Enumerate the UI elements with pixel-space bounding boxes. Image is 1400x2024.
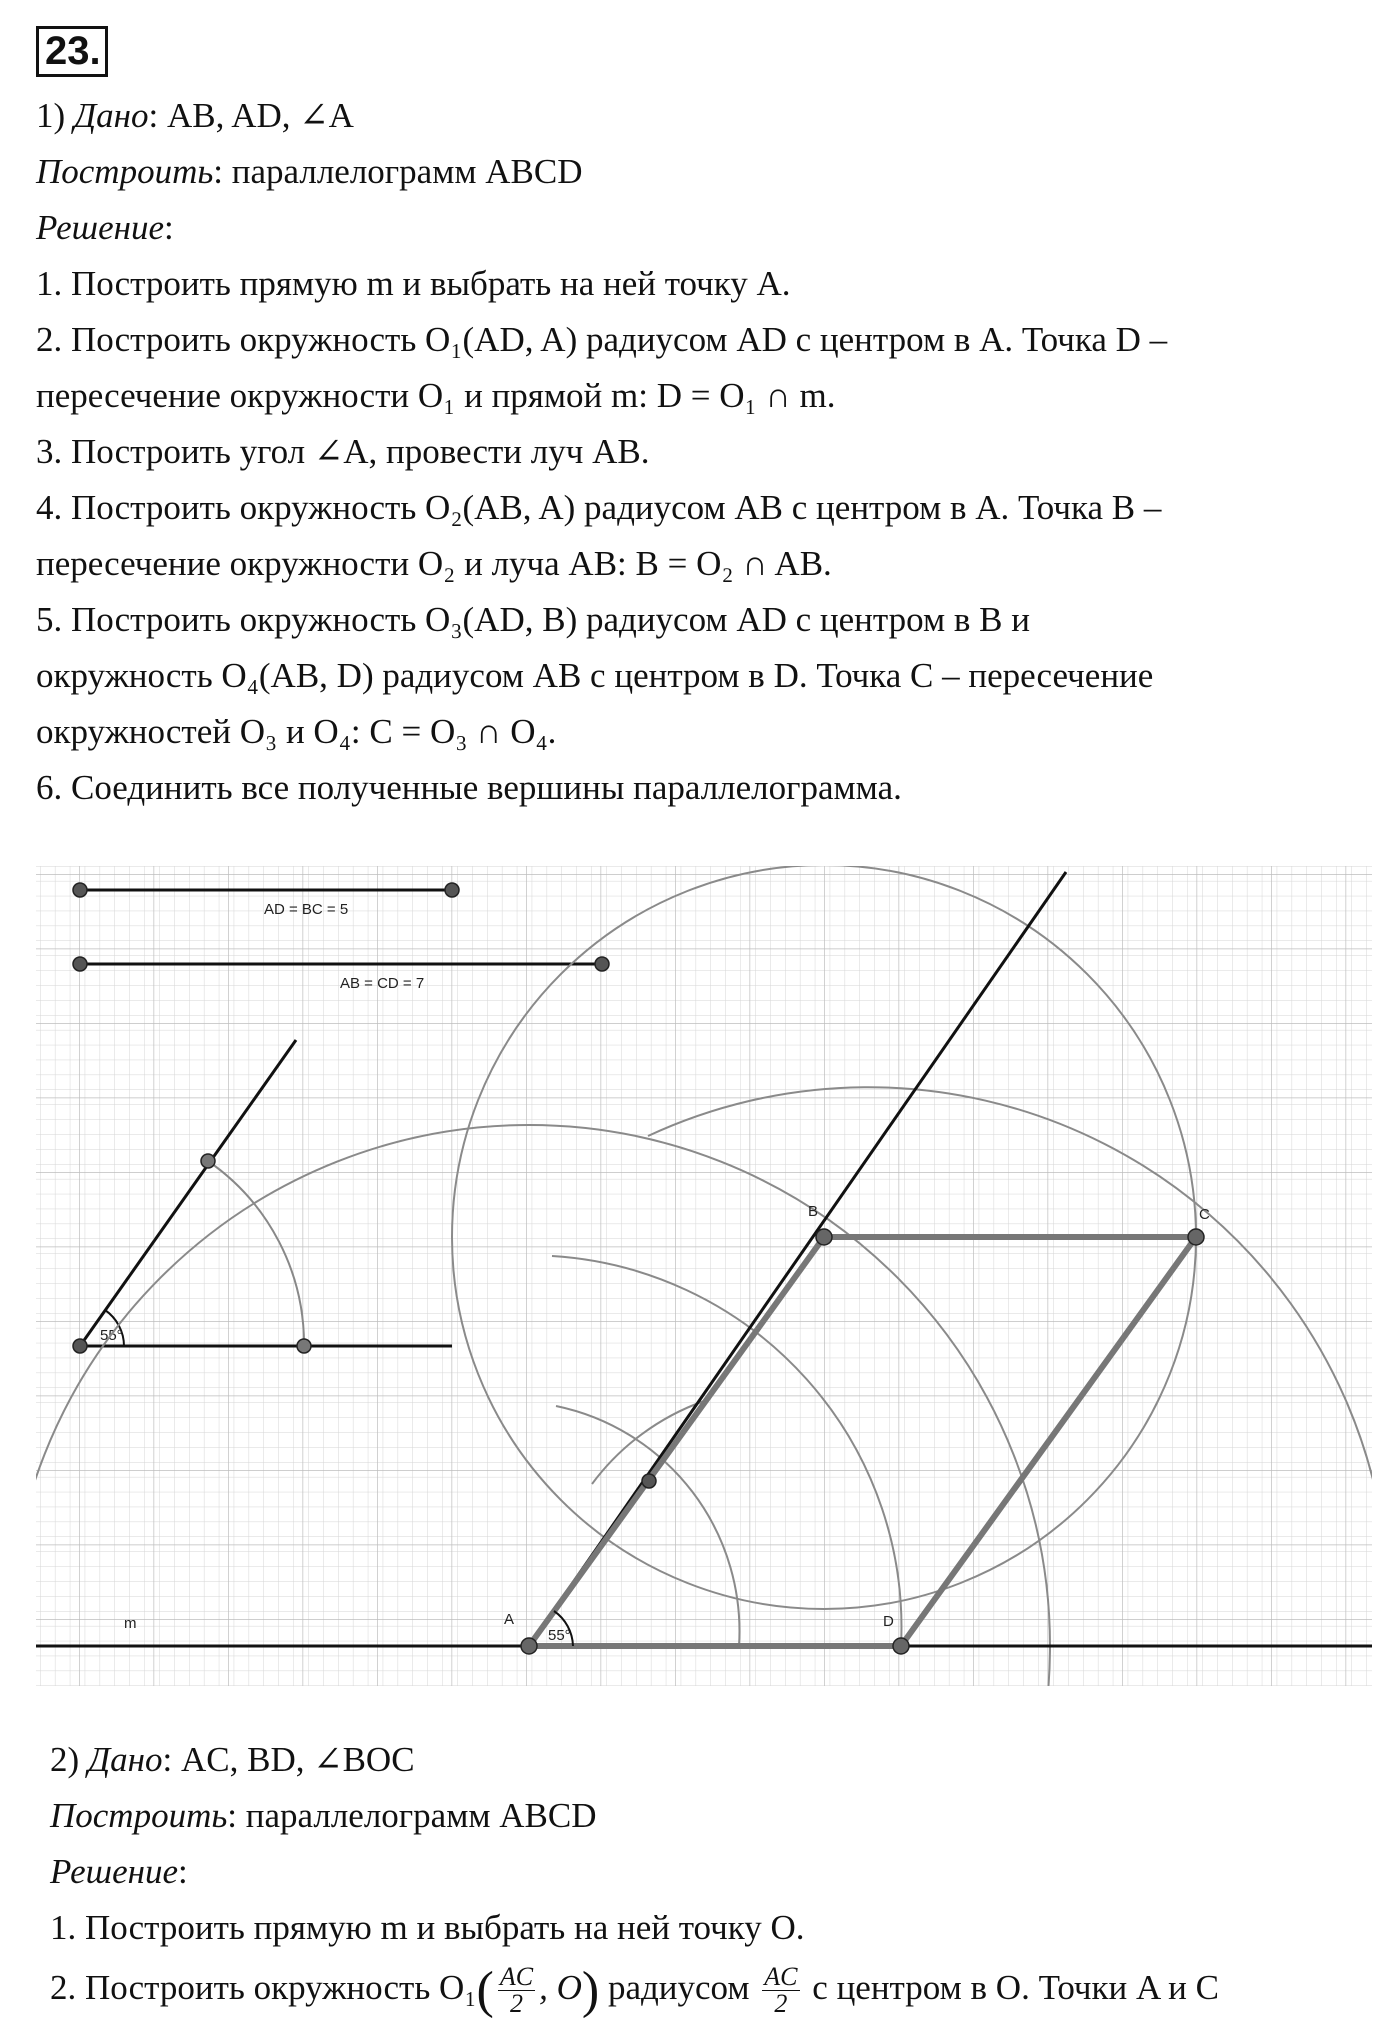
given-value: : AC, BD, ∠BOC: [162, 1740, 415, 1779]
step-line: окружностей O₃ и O₄: C = O₃ ∩ O₄.: [36, 712, 557, 751]
paren-open: (: [476, 1961, 494, 2019]
paren-close: ): [581, 1961, 600, 2019]
step-line: 2. Построить окружность O₁(AD, A) радиусом AD с центром в A. Точка D –: [36, 320, 1168, 359]
construction-figure: [36, 866, 1372, 1686]
fraction-ac-2-radius: [762, 1964, 799, 2017]
part2-solution: [50, 1844, 1390, 1900]
step-line: 1. Построить прямую m и выбрать на ней точку O.: [50, 1908, 805, 1947]
fraction-top: AC: [499, 1962, 534, 1992]
segment-ab-label: AB = CD = 7: [340, 975, 425, 992]
solution-colon: :: [178, 1852, 188, 1891]
part1-build: [36, 144, 1376, 200]
given-value: : AB, AD, ∠A: [148, 96, 354, 135]
segment-ad-start: [73, 883, 87, 897]
point-b: [816, 1229, 832, 1245]
segment-ad-end: [445, 883, 459, 897]
given-label: 1): [36, 96, 74, 135]
step-line: окружность O₄(AB, D) радиусом AB с центром в D. Точка C – пересечение: [36, 656, 1154, 695]
step-line: 6. Соединить все полученные вершины параллелограмма.: [36, 768, 902, 807]
point-c: [1188, 1229, 1204, 1245]
solution-word: Решение: [36, 208, 165, 247]
step2-text-b: , O: [539, 1968, 582, 2007]
build-value: : параллелограмм ABCD: [213, 152, 583, 191]
angle-label-a: 55°: [548, 1627, 571, 1644]
solution-colon: :: [164, 208, 174, 247]
fraction-ac-2: [498, 1964, 535, 2017]
line-m-label: m: [124, 1615, 137, 1632]
grid-major: [36, 866, 1372, 1686]
segment-ab-end: [595, 957, 609, 971]
step-line: пересечение окружности O₁ и прямой m: D = O₁ ∩ m.: [36, 376, 836, 415]
part1-solution: [36, 200, 1376, 256]
part1-text: [36, 88, 1376, 816]
point-a: [521, 1638, 537, 1654]
given-word: Дано: [73, 96, 149, 135]
part2-text: [50, 1732, 1390, 2020]
solution-word: Решение: [50, 1852, 179, 1891]
step2-text-d: с центром в O. Точки A и C: [803, 1968, 1219, 2007]
point-d-label: D: [883, 1613, 894, 1630]
step2-text-c: радиусом: [599, 1968, 759, 2007]
part2-given: [50, 1732, 1390, 1788]
build-value: : параллелограмм ABCD: [227, 1796, 597, 1835]
part1-given: [36, 88, 1376, 144]
part2-build: [50, 1788, 1390, 1844]
point-d: [893, 1638, 909, 1654]
given-word: Дано: [87, 1740, 163, 1779]
fraction-top: AC: [764, 1962, 798, 1992]
problem-number: 23.: [36, 26, 108, 77]
step2-text-a: 2. Построить окружность O₁: [50, 1968, 477, 2007]
point-a-label: A: [504, 1611, 515, 1628]
step-line-2: [50, 1956, 1390, 2020]
given-label: 2): [50, 1740, 88, 1779]
step-line: пересечение окружности O₂ и луча AB: B = O₂ ∩ AB.: [36, 544, 832, 583]
segment-ad-label: AD = BC = 5: [264, 901, 349, 918]
angle-arc-point-ray: [201, 1154, 215, 1168]
step-line: 4. Построить окружность O₂(AB, A) радиусом AB с центром в A. Точка B –: [36, 488, 1162, 527]
point-b-label: B: [808, 1203, 819, 1220]
step-line: 5. Построить окружность O₃(AD, B) радиусом AD с центром в B и: [36, 600, 1030, 639]
angle-arc-point-base: [297, 1339, 311, 1353]
build-word: Построить: [36, 152, 214, 191]
step-line: 3. Построить угол ∠A, провести луч AB.: [36, 432, 650, 471]
point-c-label: C: [1199, 1206, 1210, 1223]
step-line: 1. Построить прямую m и выбрать на ней точку A.: [36, 264, 791, 303]
fraction-bottom: 2: [509, 1989, 523, 2019]
point-aux: [642, 1474, 656, 1488]
build-word: Построить: [50, 1796, 228, 1835]
fraction-bottom: 2: [774, 1989, 788, 2019]
angle-label-left: 55°: [100, 1327, 123, 1344]
segment-ab-start: [73, 957, 87, 971]
angle-vertex: [73, 1339, 87, 1353]
